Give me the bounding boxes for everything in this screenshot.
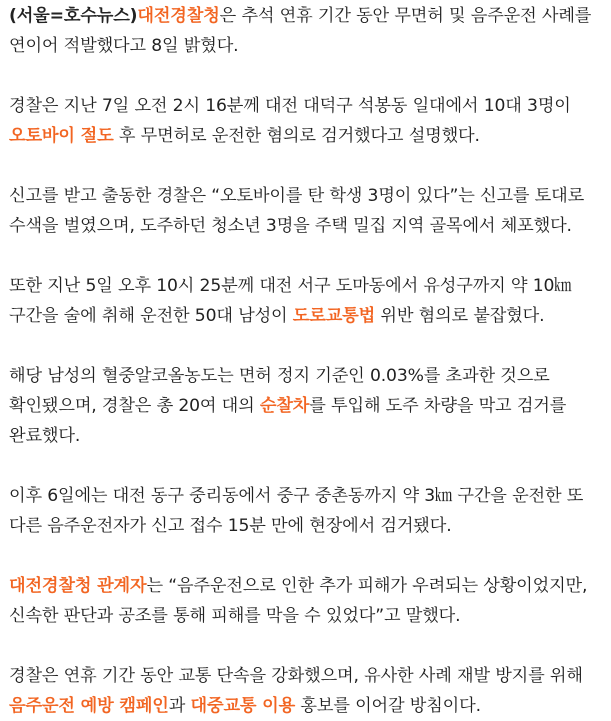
news-source-credit: (서울=호수뉴스)	[9, 6, 138, 26]
highlight-keyword-link[interactable]: 대전경찰청	[137, 6, 220, 26]
paragraph-3	[9, 181, 605, 241]
highlight-keyword-link[interactable]: 순찰차	[259, 396, 310, 416]
paragraph-6	[9, 481, 605, 541]
paragraph-7	[9, 571, 605, 631]
paragraph-text: 경찰은 연휴 기간 동안 교통 단속을 강화했으며, 유사한 사례 재발 방지를 위해	[9, 666, 583, 686]
highlight-keyword-link[interactable]: 도로교통법	[292, 306, 376, 326]
paragraph-text: 과	[168, 696, 191, 716]
paragraph-text: 경찰은 지난 7일 오전 2시 16분께 대전 대덕구 석봉동 일대에서 10대 3명이	[9, 96, 571, 116]
paragraph-text: 위반 혐의로 붙잡혔다.	[375, 306, 545, 326]
paragraph-4	[9, 271, 605, 331]
paragraph-text: 후 무면허로 운전한 혐의로 검거했다고 설명했다.	[113, 126, 480, 146]
paragraph-1	[9, 1, 605, 61]
highlight-keyword-link[interactable]: 오토바이 절도	[9, 126, 114, 146]
highlight-keyword-link[interactable]: 대전경찰청 관계자	[9, 576, 147, 596]
paragraph-text: 이후 6일에는 대전 동구 중리동에서 중구 중촌동까지 약 3㎞ 구간을 운전한 또 다른 음주운전자가 신고 접수 15분 만에 현장에서 검거됐다.	[9, 486, 584, 536]
paragraph-text: 를 투입해 도주 차량을 막고 검거를 완료했다.	[9, 396, 567, 446]
highlight-keyword-link[interactable]: 음주운전 예방 캠페인	[9, 696, 169, 716]
paragraph-2	[9, 91, 605, 151]
paragraph-text: 홍보를 이어갈 방침이다.	[295, 696, 481, 716]
paragraph-8	[9, 661, 605, 721]
paragraph-text: 해당 남성의 혈중알코올농도는 면허 정지 기준인 0.03%를 초과한 것으로 확인됐으며, 경찰은 총 20여 대의	[9, 366, 550, 416]
paragraph-text: 또한 지난 5일 오후 10시 25분께 대전 서구 도마동에서 유성구까지 약 10㎞ 구간을 술에 취해 운전한 50대 남성이	[9, 276, 572, 326]
paragraph-text: 는 “음주운전으로 인한 추가 피해가 우려되는 상황이었지만, 신속한 판단과 공조를 통해 피해를 막을 수 있었다”고 말했다.	[9, 576, 588, 626]
article-body	[0, 1, 611, 721]
highlight-keyword-link[interactable]: 대중교통 이용	[190, 696, 296, 716]
paragraph-text: 신고를 받고 출동한 경찰은 “오토바이를 탄 학생 3명이 있다”는 신고를 토대로 수색을 벌였으며, 도주하던 청소년 3명을 주택 밀집 지역 골목에서 체포했다.	[9, 186, 585, 236]
paragraph-text: 은 추석 연휴 기간 동안 무면허 및 음주운전 사례를 연이어 적발했다고 8일 밝혔다.	[9, 6, 592, 56]
paragraph-5	[9, 361, 605, 451]
